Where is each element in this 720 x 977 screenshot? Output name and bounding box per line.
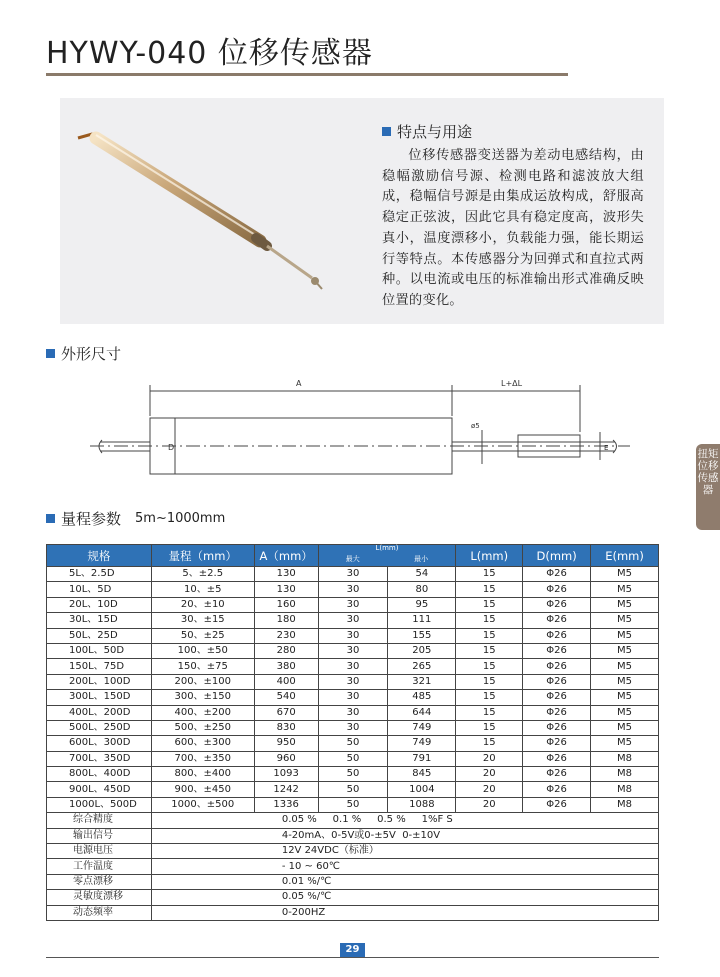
table-cell: M8 xyxy=(591,767,659,782)
table-cell: 485 xyxy=(388,690,456,705)
misc-row xyxy=(47,890,659,905)
table-cell: 15 xyxy=(456,613,523,628)
table-cell: 500、±250 xyxy=(151,720,254,735)
table-cell: 749 xyxy=(388,736,456,751)
features-text: 位移传感器变送器为差动电感结构，由稳幅激励信号源、检测电路和滤波放大组成，稳幅信号源是由集成运放构成，舒服高稳定正弦波，因此它具有稳定度高，波形失真小，温度漂移小，负载能力强，能长期运行等特点。本传感器分为回弹式和直拉式两种。以电流或电压的标准输出形式准确反映位置的变化。 xyxy=(382,148,644,308)
col-a: A（mm） xyxy=(254,545,318,567)
table-cell: 15 xyxy=(456,720,523,735)
col-l: L(mm) xyxy=(456,545,523,567)
table-header-row xyxy=(47,545,659,567)
misc-label: 零点漂移 xyxy=(47,874,152,889)
table-cell: 50、±25 xyxy=(151,628,254,643)
table-cell: 321 xyxy=(388,674,456,689)
table-cell: 200、±100 xyxy=(151,674,254,689)
col-range: 量程（mm） xyxy=(151,545,254,567)
page-number: 29 xyxy=(340,943,365,957)
table-cell: 50 xyxy=(318,767,388,782)
table-cell: Φ26 xyxy=(523,674,591,689)
table-row xyxy=(47,674,659,689)
col-e: E(mm) xyxy=(591,545,659,567)
misc-label: 灵敏度漂移 xyxy=(47,890,152,905)
table-row xyxy=(47,782,659,797)
table-cell: 10、±5 xyxy=(151,582,254,597)
table-cell: M5 xyxy=(591,705,659,720)
table-cell: 830 xyxy=(254,720,318,735)
table-cell: 30 xyxy=(318,613,388,628)
table-cell: 1088 xyxy=(388,797,456,812)
dimensions-heading-text: 外形尺寸 xyxy=(61,345,122,363)
misc-row xyxy=(47,844,659,859)
table-cell: 15 xyxy=(456,597,523,612)
table-cell: 80 xyxy=(388,582,456,597)
table-cell: 30 xyxy=(318,628,388,643)
table-cell: 400 xyxy=(254,674,318,689)
table-cell: 845 xyxy=(388,767,456,782)
table-cell: 1004 xyxy=(388,782,456,797)
table-cell: 280 xyxy=(254,643,318,658)
table-cell: 150L、75D xyxy=(47,659,152,674)
table-cell: Φ26 xyxy=(523,613,591,628)
table-cell: 15 xyxy=(456,582,523,597)
table-cell: 30 xyxy=(318,720,388,735)
params-heading xyxy=(46,508,225,529)
table-cell: 700L、350D xyxy=(47,751,152,766)
misc-label: 输出信号 xyxy=(47,828,152,843)
table-cell: 50 xyxy=(318,782,388,797)
table-cell: 15 xyxy=(456,567,523,582)
table-cell: 20 xyxy=(456,751,523,766)
table-cell: M5 xyxy=(591,720,659,735)
table-cell: 380 xyxy=(254,659,318,674)
table-cell: Φ26 xyxy=(523,643,591,658)
table-cell: 100L、50D xyxy=(47,643,152,658)
table-cell: 265 xyxy=(388,659,456,674)
dim-label-phi: ø5 xyxy=(471,422,480,430)
table-cell: 30 xyxy=(318,659,388,674)
table-cell: 20 xyxy=(456,782,523,797)
misc-row xyxy=(47,905,659,920)
table-cell: 15 xyxy=(456,690,523,705)
table-cell: 15 xyxy=(456,628,523,643)
misc-label: 动态频率 xyxy=(47,905,152,920)
table-cell: 20 xyxy=(456,767,523,782)
col-model: 规格 xyxy=(47,545,152,567)
table-row xyxy=(47,567,659,582)
table-cell: 30 xyxy=(318,705,388,720)
table-cell: 960 xyxy=(254,751,318,766)
params-range: 5m~1000mm xyxy=(135,511,226,526)
table-cell: 30 xyxy=(318,643,388,658)
table-cell: 15 xyxy=(456,659,523,674)
table-cell: 30L、15D xyxy=(47,613,152,628)
table-cell: 200L、100D xyxy=(47,674,152,689)
dim-label-l: L+ΔL xyxy=(501,379,523,388)
table-cell: Φ26 xyxy=(523,628,591,643)
table-cell: 155 xyxy=(388,628,456,643)
table-cell: M5 xyxy=(591,613,659,628)
table-cell: 15 xyxy=(456,736,523,751)
table-cell: 205 xyxy=(388,643,456,658)
spec-table xyxy=(46,544,659,921)
table-cell: 95 xyxy=(388,597,456,612)
table-cell: Φ26 xyxy=(523,720,591,735)
table-cell: 30 xyxy=(318,567,388,582)
table-cell: Φ26 xyxy=(523,782,591,797)
table-row xyxy=(47,690,659,705)
section-bullet-icon xyxy=(46,514,55,523)
col-lmax: 最大 xyxy=(345,555,360,563)
table-cell: 1336 xyxy=(254,797,318,812)
table-cell: M5 xyxy=(591,597,659,612)
table-cell: 5、±2.5 xyxy=(151,567,254,582)
table-cell: 670 xyxy=(254,705,318,720)
table-cell: 20、±10 xyxy=(151,597,254,612)
table-cell: 1093 xyxy=(254,767,318,782)
dimensions-heading xyxy=(46,343,121,364)
dim-label-a: A xyxy=(296,379,302,388)
dimension-drawing xyxy=(60,370,650,480)
params-heading-text: 量程参数 xyxy=(61,510,122,528)
table-row xyxy=(47,582,659,597)
table-cell: 1242 xyxy=(254,782,318,797)
table-cell: 600、±300 xyxy=(151,736,254,751)
table-cell: 111 xyxy=(388,613,456,628)
table-cell: Φ26 xyxy=(523,736,591,751)
table-cell: 1000L、500D xyxy=(47,797,152,812)
table-row xyxy=(47,597,659,612)
table-row xyxy=(47,628,659,643)
dim-label-d: D xyxy=(168,443,175,452)
misc-label: 工作温度 xyxy=(47,859,152,874)
misc-value: 0.05 %/℃ xyxy=(151,890,658,905)
table-cell: 800L、400D xyxy=(47,767,152,782)
table-row xyxy=(47,705,659,720)
table-row xyxy=(47,720,659,735)
table-cell: 900L、450D xyxy=(47,782,152,797)
misc-value: - 10 ~ 60℃ xyxy=(151,859,658,874)
table-cell: 900、±450 xyxy=(151,782,254,797)
table-cell: 50 xyxy=(318,736,388,751)
misc-row xyxy=(47,859,659,874)
table-cell: Φ26 xyxy=(523,751,591,766)
table-cell: 30 xyxy=(318,597,388,612)
table-cell: Φ26 xyxy=(523,767,591,782)
table-cell: M5 xyxy=(591,659,659,674)
misc-value: 12V 24VDC（标准） xyxy=(151,844,658,859)
table-cell: 15 xyxy=(456,705,523,720)
table-cell: 300、±150 xyxy=(151,690,254,705)
table-cell: M5 xyxy=(591,643,659,658)
table-cell: 30 xyxy=(318,582,388,597)
misc-value: 0-200HZ xyxy=(151,905,658,920)
table-cell: Φ26 xyxy=(523,705,591,720)
table-cell: 400L、200D xyxy=(47,705,152,720)
table-cell: 791 xyxy=(388,751,456,766)
table-cell: Φ26 xyxy=(523,659,591,674)
table-cell: 180 xyxy=(254,613,318,628)
page-rule xyxy=(46,957,659,958)
misc-row xyxy=(47,874,659,889)
misc-value: 0.01 %/℃ xyxy=(151,874,658,889)
table-cell: Φ26 xyxy=(523,597,591,612)
table-row xyxy=(47,767,659,782)
table-cell: 30 xyxy=(318,674,388,689)
table-cell: 50 xyxy=(318,797,388,812)
table-cell: 20 xyxy=(456,797,523,812)
table-cell: 15 xyxy=(456,674,523,689)
table-cell: M5 xyxy=(591,582,659,597)
table-cell: M5 xyxy=(591,674,659,689)
section-bullet-icon xyxy=(46,349,55,358)
title-rule xyxy=(46,73,568,76)
table-row xyxy=(47,751,659,766)
misc-value: 4-20mA、0-5V或0-±5V 0-±10V xyxy=(151,828,658,843)
table-cell: 700、±350 xyxy=(151,751,254,766)
side-tab: 扭矩位移传感器 xyxy=(696,444,720,530)
table-cell: Φ26 xyxy=(523,797,591,812)
table-cell: 54 xyxy=(388,567,456,582)
table-row xyxy=(47,797,659,812)
col-lmm-label: L(mm) xyxy=(375,544,399,552)
table-cell: 500L、250D xyxy=(47,720,152,735)
dim-label-e: E xyxy=(604,444,609,452)
table-cell: 130 xyxy=(254,567,318,582)
section-bullet-icon xyxy=(382,127,391,136)
table-cell: 950 xyxy=(254,736,318,751)
table-cell: M8 xyxy=(591,797,659,812)
features-heading-text: 特点与用途 xyxy=(397,123,473,141)
table-cell: 15 xyxy=(456,643,523,658)
misc-row xyxy=(47,813,659,828)
col-lmm xyxy=(318,545,456,567)
table-cell: 30、±15 xyxy=(151,613,254,628)
table-row xyxy=(47,659,659,674)
table-cell: 20L、10D xyxy=(47,597,152,612)
table-cell: M8 xyxy=(591,782,659,797)
table-row xyxy=(47,643,659,658)
table-cell: 800、±400 xyxy=(151,767,254,782)
col-d: D(mm) xyxy=(523,545,591,567)
misc-value: 0.05 % 0.1 % 0.5 % 1%F S xyxy=(151,813,658,828)
table-cell: 1000、±500 xyxy=(151,797,254,812)
table-cell: 50 xyxy=(318,751,388,766)
table-cell: M5 xyxy=(591,690,659,705)
table-cell: Φ26 xyxy=(523,582,591,597)
table-cell: 30 xyxy=(318,690,388,705)
page-title: HYWY-040 位移传感器 xyxy=(46,36,373,71)
misc-label: 电源电压 xyxy=(47,844,152,859)
table-cell: Φ26 xyxy=(523,567,591,582)
table-row xyxy=(47,736,659,751)
table-row xyxy=(47,613,659,628)
table-cell: 50L、25D xyxy=(47,628,152,643)
table-cell: M5 xyxy=(591,628,659,643)
table-cell: M8 xyxy=(591,751,659,766)
table-cell: 150、±75 xyxy=(151,659,254,674)
table-cell: 600L、300D xyxy=(47,736,152,751)
table-cell: 400、±200 xyxy=(151,705,254,720)
table-cell: 130 xyxy=(254,582,318,597)
table-cell: M5 xyxy=(591,736,659,751)
table-cell: Φ26 xyxy=(523,690,591,705)
sensor-photo xyxy=(60,98,380,324)
table-cell: 10L、5D xyxy=(47,582,152,597)
table-cell: 100、±50 xyxy=(151,643,254,658)
table-cell: 230 xyxy=(254,628,318,643)
features-heading xyxy=(382,121,472,142)
table-cell: 5L、2.5D xyxy=(47,567,152,582)
misc-row xyxy=(47,828,659,843)
table-cell: 749 xyxy=(388,720,456,735)
misc-label: 综合精度 xyxy=(47,813,152,828)
table-cell: 540 xyxy=(254,690,318,705)
table-cell: M5 xyxy=(591,567,659,582)
col-lmin: 最小 xyxy=(414,555,429,563)
table-cell: 300L、150D xyxy=(47,690,152,705)
table-cell: 644 xyxy=(388,705,456,720)
table-cell: 160 xyxy=(254,597,318,612)
